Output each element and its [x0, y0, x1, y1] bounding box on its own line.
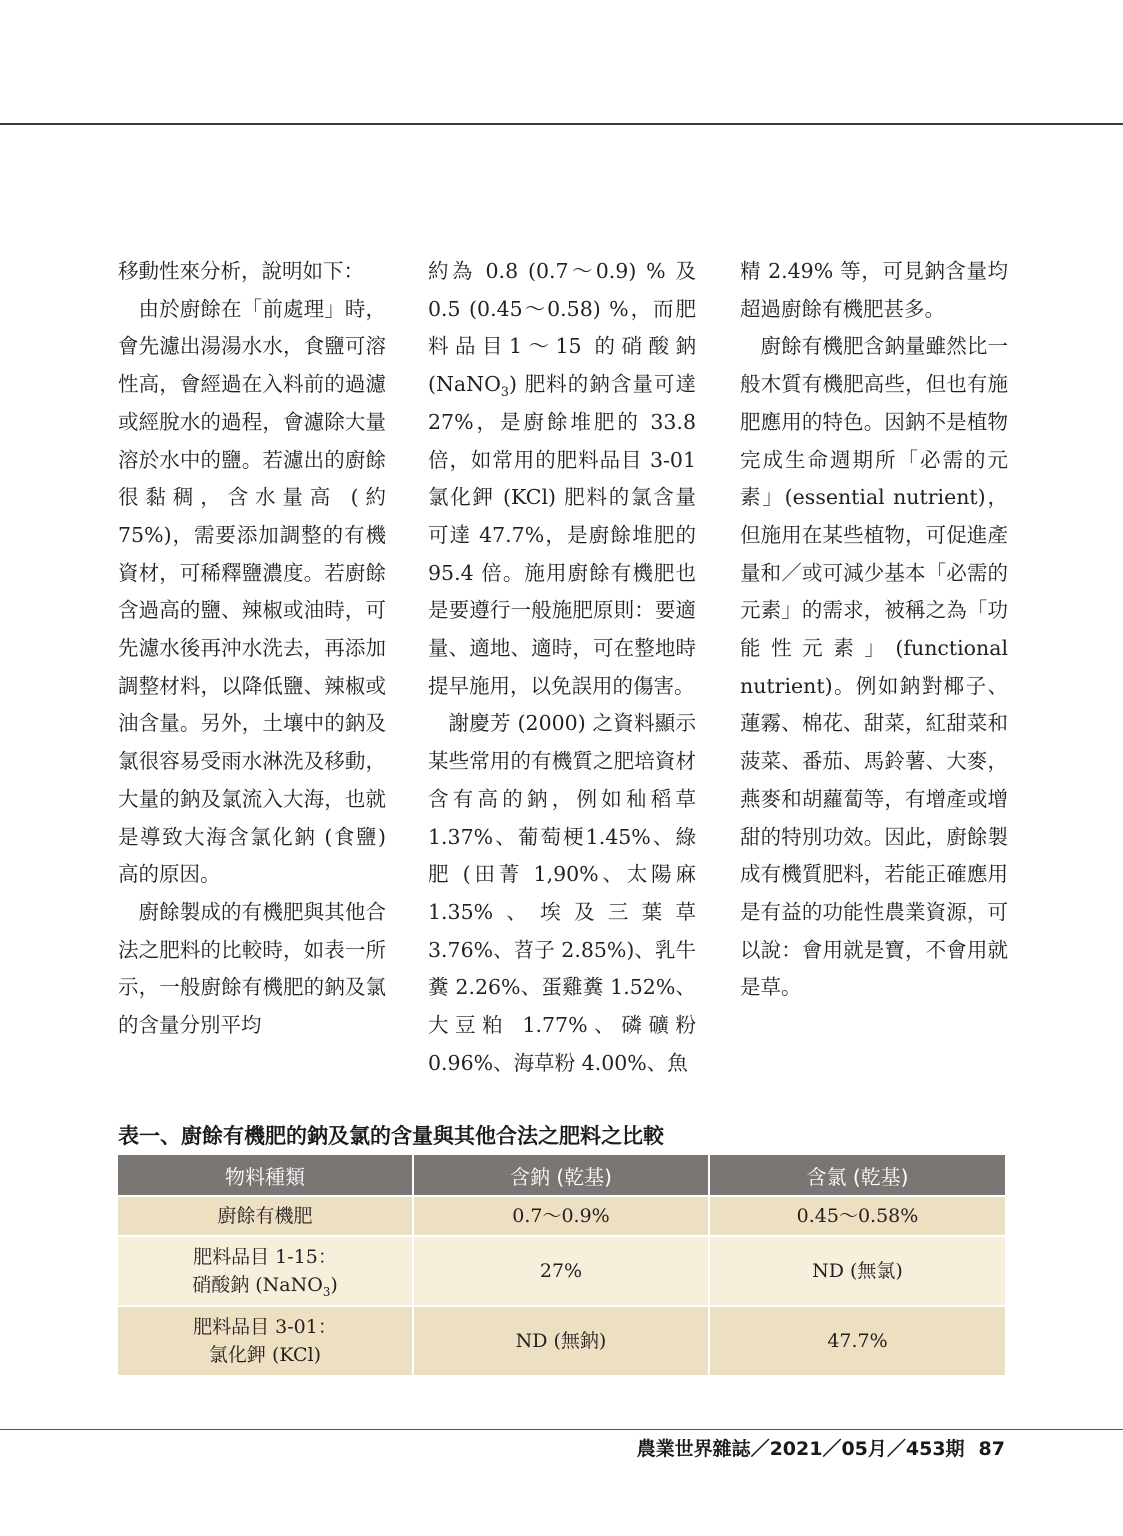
article-column-1	[118, 253, 386, 1045]
paragraph: 廚餘有機肥含鈉量雖然比一般木質有機肥高些，但也有施肥應用的特色。因鈉不是植物完成生命週期所「必需的元素」(essential nutrient)，但施用在某些植物，可促進產量和／或可減少基本「必需的元素」的需求，被稱之為「功能性元素」(functional nutrient)。例如鈉對椰子、蓮霧、棉花、甜菜，紅甜菜和菠菜、番茄、馬鈴薯、大麥，燕麥和胡蘿蔔等，有增產或增甜的特別功效。因此，廚餘製成有機質肥料，若能正確應用是有益的功能性農業資源，可以說：會用就是寶，不會用就是草。	[740, 334, 1008, 1000]
table-cell: 0.45～0.58%	[709, 1196, 1005, 1236]
cell-line: 氯化鉀 (KCl)	[208, 1344, 322, 1366]
paragraph: 移動性來分析，說明如下：	[118, 259, 364, 283]
text-run: 約為 0.8 (0.7～0.9) % 及 0.5 (0.45～0.58) %，而肥料品目1～15 的硝酸鈉 (NaNO	[428, 259, 696, 397]
table-cell	[118, 1306, 413, 1375]
comparison-table	[118, 1155, 1005, 1375]
table-cell: 廚餘有機肥	[118, 1196, 413, 1236]
table-cell: ND (無氯)	[709, 1236, 1005, 1306]
paragraph: 由於廚餘在「前處理」時，會先濾出湯湯水水，食鹽可溶性高，會經過在入料前的過濾或經脫水的過程，會濾除大量溶於水中的鹽。若濾出的廚餘很黏稠，含水量高 (約75%)，需要添加調整的有機資材，可稀釋鹽濃度。若廚餘含過高的鹽、辣椒或油時，可先濾水後再沖水洗去，再添加調整材料，以降低鹽、辣椒或油含量。另外，土壤中的鈉及氯很容易受雨水淋洗及移動，大量的鈉及氯流入大海，也就是導致大海含氯化鈉 (食鹽) 高的原因。	[118, 296, 386, 887]
subscript: 3	[322, 1284, 331, 1299]
table-cell	[118, 1236, 413, 1306]
table-row	[118, 1236, 1005, 1306]
table-row	[118, 1196, 1005, 1236]
article-column-3	[740, 253, 1008, 1007]
column-header: 含氯 (乾基)	[709, 1155, 1005, 1196]
text-run: )	[330, 1274, 338, 1296]
header-rule	[0, 123, 1123, 125]
paragraph: 謝慶芳 (2000) 之資料顯示某些常用的有機質之肥培資材含有高的鈉，例如秈稻草 1.37%、葡萄梗1.45%、綠肥 (田菁 1,90%、太陽麻 1.35%、埃及三葉草3.76%、苕子 2.85%)、乳牛糞 2.26%、蛋雞糞 1.52%、大豆粕 1.77%、磷礦粉0.96%、海草粉 4.00%、魚	[428, 711, 696, 1075]
text-run: ) 肥料的鈉含量可達 27%，是廚餘堆肥的 33.8 倍，如常用的肥料品目 3-01 氯化鉀 (KCl) 肥料的氯含量可達 47.7%，是廚餘堆肥的 95.4 倍。施用廚餘有機肥也是要遵行一般施肥原則：要適量、適地、適時，可在整地時提早施用，以免誤用的傷害。	[428, 372, 696, 698]
subscript: 3	[500, 384, 509, 400]
table-cell: 0.7～0.9%	[413, 1196, 709, 1236]
column-header: 含鈉 (乾基)	[413, 1155, 709, 1196]
text-run: 硝酸鈉 (NaNO	[192, 1274, 323, 1296]
table-cell: 27%	[413, 1236, 709, 1306]
cell-line: 肥料品目 1-15：	[193, 1246, 337, 1268]
paragraph: 精 2.49% 等，可見鈉含量均超過廚餘有機肥甚多。	[740, 259, 1008, 321]
footer-rule	[0, 1429, 1123, 1430]
cell-line	[118, 1271, 412, 1299]
paragraph: 廚餘製成的有機肥與其他合法之肥料的比較時，如表一所示，一般廚餘有機肥的鈉及氯的含量分別平均	[118, 899, 386, 1038]
table-header-row	[118, 1155, 1005, 1196]
page-footer	[637, 1434, 1005, 1461]
journal-name: 農業世界雜誌／2021／05月／453期	[636, 1438, 965, 1460]
table-cell: 47.7%	[709, 1306, 1005, 1375]
cell-line: 肥料品目 3-01：	[193, 1316, 337, 1338]
paragraph	[428, 253, 696, 705]
column-header: 物料種類	[118, 1155, 413, 1196]
table-row	[118, 1306, 1005, 1375]
table-title: 表一、廚餘有機肥的鈉及氯的含量與其他合法之肥料之比較	[118, 1124, 664, 1148]
table-cell: ND (無鈉)	[413, 1306, 709, 1375]
article-column-2	[428, 253, 696, 1082]
page-number: 87	[978, 1438, 1005, 1460]
